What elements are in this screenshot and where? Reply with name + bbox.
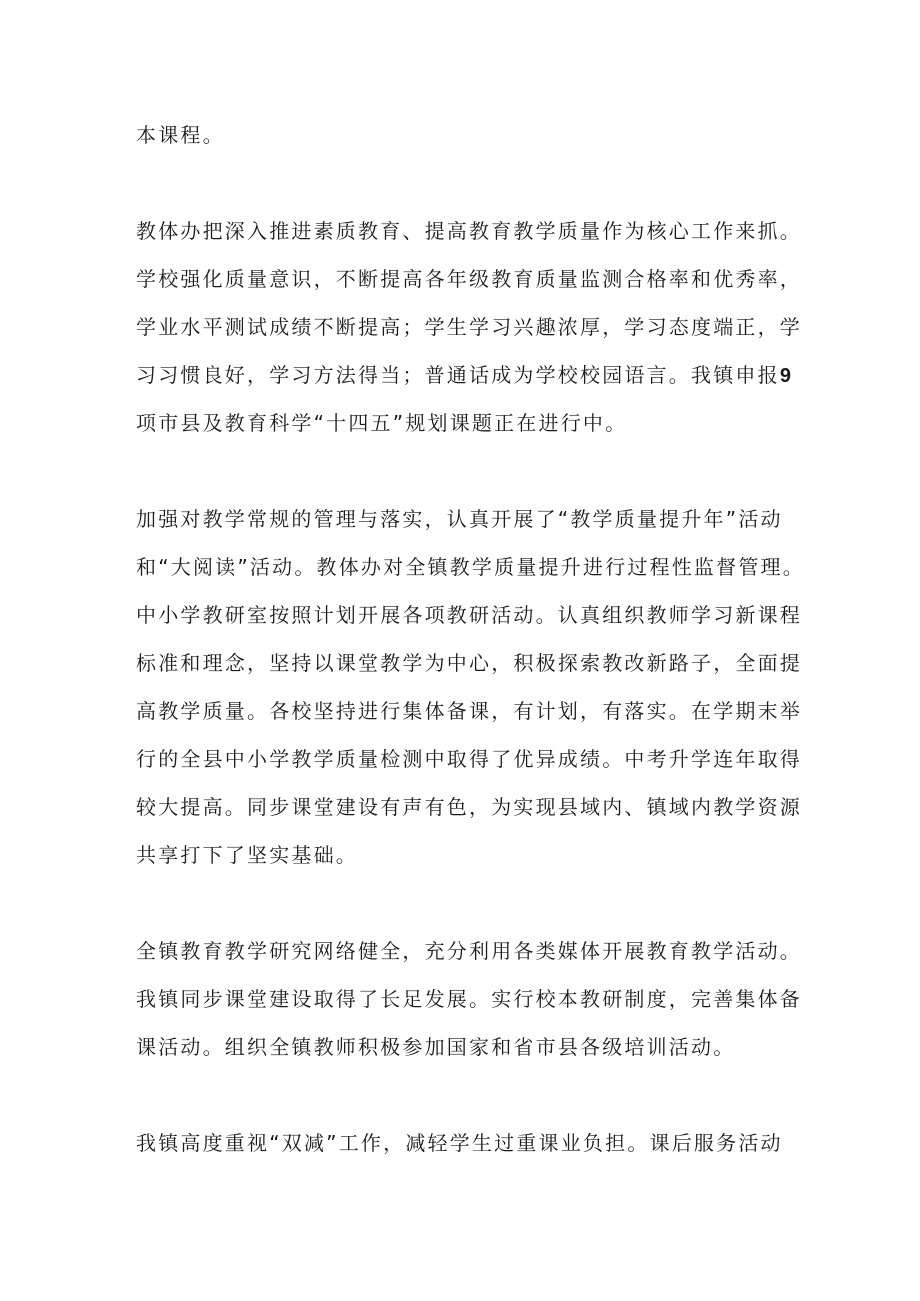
text-line: 和“大阅读”活动。教体办对全镇教学质量提升进行过程性监督管理。 [136, 555, 805, 579]
text-line: 课活动。组织全镇教师积极参加国家和省市县各级培训活动。 [136, 1035, 736, 1059]
text-line: 学校强化质量意识，不断提高各年级教育质量监测合格率和优秀率， [136, 267, 802, 291]
text-line: 我镇高度重视“双减”工作，减轻学生过重课业负担。课后服务活动 [136, 1131, 783, 1155]
text-line [136, 363, 793, 388]
text-line: 学业水平测试成绩不断提高；学生学习兴趣浓厚，学习态度端正，学 [136, 315, 802, 339]
text-line: 加强对教学常规的管理与落实，认真开展了“教学质量提升年”活动 [136, 507, 783, 531]
text-line: 项市县及教育科学“十四五”规划课题正在进行中。 [136, 411, 628, 435]
text-line: 中小学教研室按照计划开展各项教研活动。认真组织教师学习新课程 [136, 603, 802, 627]
text-line: 共享打下了坚实基础。 [136, 843, 358, 867]
text-line: 教体办把深入推进素质教育、提高教育教学质量作为核心工作来抓。 [136, 219, 802, 243]
project-count: 9 [779, 365, 794, 387]
text-line: 本课程。 [136, 123, 225, 147]
text-line: 全镇教育教学研究网络健全，充分利用各类媒体开展教育教学活动。 [136, 939, 802, 963]
text-line: 我镇同步课堂建设取得了长足发展。实行校本教研制度，完善集体备 [136, 987, 802, 1011]
text-segment: 习习惯良好，学习方法得当；普通话成为学校校园语言。我镇申报 [136, 363, 780, 387]
text-line: 高教学质量。各校坚持进行集体备课，有计划，有落实。在学期末举 [136, 699, 802, 723]
text-line: 行的全县中小学教学质量检测中取得了优异成绩。中考升学连年取得 [136, 747, 802, 771]
text-line: 较大提高。同步课堂建设有声有色，为实现县域内、镇域内教学资源 [136, 795, 802, 819]
text-line: 标准和理念，坚持以课堂教学为中心，积极探索教改新路子，全面提 [136, 651, 802, 675]
